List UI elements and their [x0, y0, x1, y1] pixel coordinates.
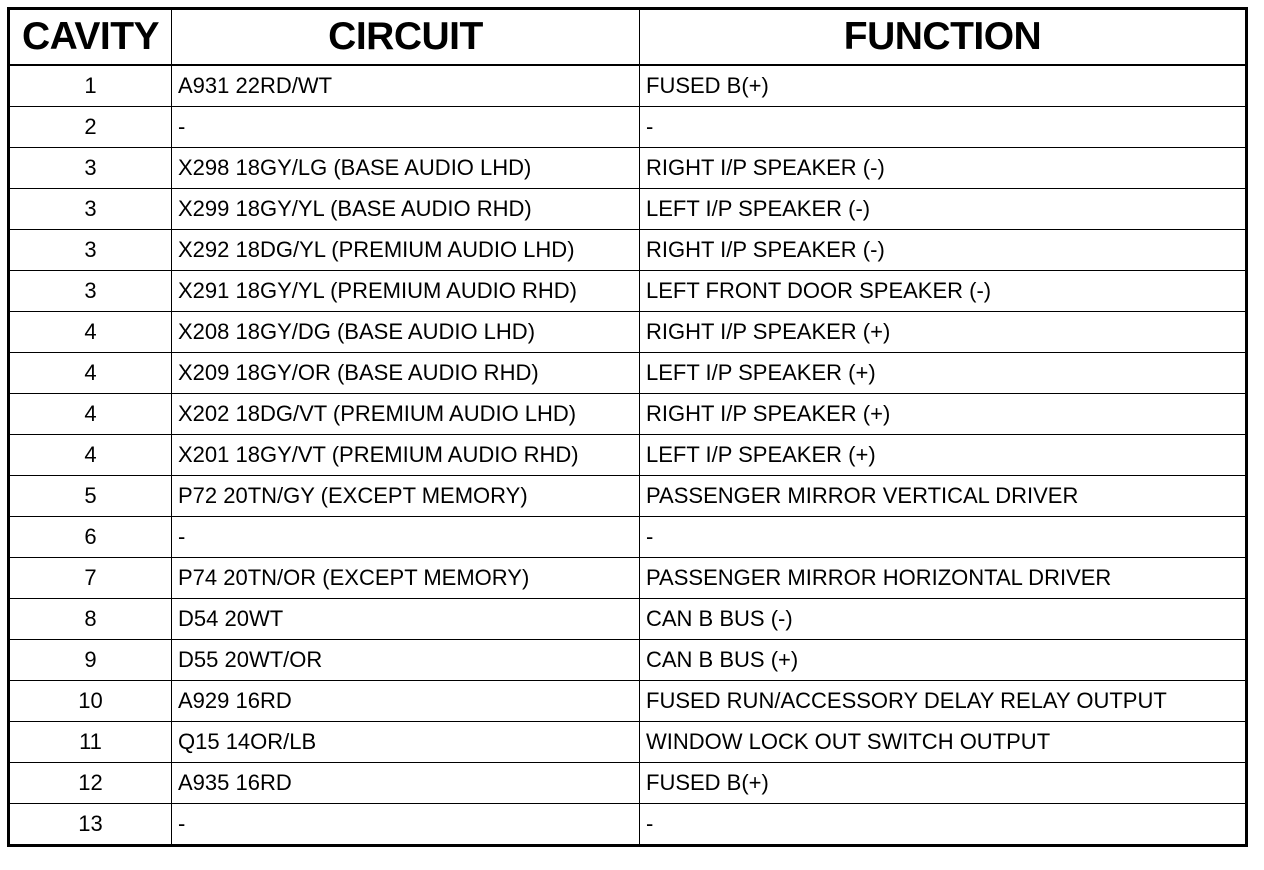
connector-pinout-table [7, 7, 1248, 847]
circuit-cell: P72 20TN/GY (EXCEPT MEMORY) [172, 476, 640, 517]
function-cell: LEFT FRONT DOOR SPEAKER (-) [640, 271, 1247, 312]
circuit-cell: D55 20WT/OR [172, 640, 640, 681]
circuit-cell: X299 18GY/YL (BASE AUDIO RHD) [172, 189, 640, 230]
table-row [9, 640, 1247, 681]
cavity-cell: 3 [9, 230, 172, 271]
circuit-cell: - [172, 517, 640, 558]
table-row [9, 763, 1247, 804]
function-cell: RIGHT I/P SPEAKER (+) [640, 394, 1247, 435]
table-row [9, 476, 1247, 517]
function-cell: FUSED B(+) [640, 65, 1247, 107]
table-row [9, 558, 1247, 599]
cavity-cell: 12 [9, 763, 172, 804]
function-cell: - [640, 804, 1247, 846]
table-row [9, 148, 1247, 189]
function-cell: LEFT I/P SPEAKER (+) [640, 353, 1247, 394]
circuit-column-header: CIRCUIT [172, 9, 640, 66]
cavity-cell: 4 [9, 435, 172, 476]
cavity-cell: 5 [9, 476, 172, 517]
table-row [9, 107, 1247, 148]
function-cell: PASSENGER MIRROR VERTICAL DRIVER [640, 476, 1247, 517]
table-row [9, 189, 1247, 230]
function-cell: FUSED B(+) [640, 763, 1247, 804]
cavity-cell: 11 [9, 722, 172, 763]
cavity-column-header: CAVITY [9, 9, 172, 66]
function-column-header: FUNCTION [640, 9, 1247, 66]
header-row [9, 9, 1247, 66]
table-row [9, 435, 1247, 476]
table-body [9, 65, 1247, 846]
function-cell: WINDOW LOCK OUT SWITCH OUTPUT [640, 722, 1247, 763]
table-row [9, 394, 1247, 435]
table-row [9, 722, 1247, 763]
function-cell: LEFT I/P SPEAKER (+) [640, 435, 1247, 476]
function-cell: FUSED RUN/ACCESSORY DELAY RELAY OUTPUT [640, 681, 1247, 722]
table-row [9, 599, 1247, 640]
table-row [9, 271, 1247, 312]
circuit-cell: Q15 14OR/LB [172, 722, 640, 763]
circuit-cell: X292 18DG/YL (PREMIUM AUDIO LHD) [172, 230, 640, 271]
cavity-cell: 6 [9, 517, 172, 558]
table-row [9, 65, 1247, 107]
table-row [9, 230, 1247, 271]
cavity-cell: 1 [9, 65, 172, 107]
table-row [9, 517, 1247, 558]
cavity-cell: 2 [9, 107, 172, 148]
table-row [9, 353, 1247, 394]
cavity-cell: 3 [9, 148, 172, 189]
cavity-cell: 8 [9, 599, 172, 640]
function-cell: RIGHT I/P SPEAKER (+) [640, 312, 1247, 353]
circuit-cell: X291 18GY/YL (PREMIUM AUDIO RHD) [172, 271, 640, 312]
table-row [9, 312, 1247, 353]
cavity-cell: 4 [9, 312, 172, 353]
circuit-cell: X202 18DG/VT (PREMIUM AUDIO LHD) [172, 394, 640, 435]
cavity-cell: 4 [9, 353, 172, 394]
circuit-cell: X298 18GY/LG (BASE AUDIO LHD) [172, 148, 640, 189]
function-cell: PASSENGER MIRROR HORIZONTAL DRIVER [640, 558, 1247, 599]
circuit-cell: - [172, 804, 640, 846]
cavity-cell: 13 [9, 804, 172, 846]
table-row [9, 804, 1247, 846]
cavity-cell: 3 [9, 271, 172, 312]
circuit-cell: D54 20WT [172, 599, 640, 640]
circuit-cell: A931 22RD/WT [172, 65, 640, 107]
function-cell: - [640, 107, 1247, 148]
cavity-cell: 10 [9, 681, 172, 722]
circuit-cell: X208 18GY/DG (BASE AUDIO LHD) [172, 312, 640, 353]
function-cell: CAN B BUS (+) [640, 640, 1247, 681]
function-cell: LEFT I/P SPEAKER (-) [640, 189, 1247, 230]
circuit-cell: P74 20TN/OR (EXCEPT MEMORY) [172, 558, 640, 599]
function-cell: - [640, 517, 1247, 558]
circuit-cell: A935 16RD [172, 763, 640, 804]
cavity-cell: 7 [9, 558, 172, 599]
table-row [9, 681, 1247, 722]
function-cell: RIGHT I/P SPEAKER (-) [640, 148, 1247, 189]
table-header [9, 9, 1247, 66]
cavity-cell: 9 [9, 640, 172, 681]
circuit-cell: A929 16RD [172, 681, 640, 722]
function-cell: RIGHT I/P SPEAKER (-) [640, 230, 1247, 271]
function-cell: CAN B BUS (-) [640, 599, 1247, 640]
cavity-cell: 4 [9, 394, 172, 435]
circuit-cell: X201 18GY/VT (PREMIUM AUDIO RHD) [172, 435, 640, 476]
circuit-cell: X209 18GY/OR (BASE AUDIO RHD) [172, 353, 640, 394]
cavity-cell: 3 [9, 189, 172, 230]
circuit-cell: - [172, 107, 640, 148]
